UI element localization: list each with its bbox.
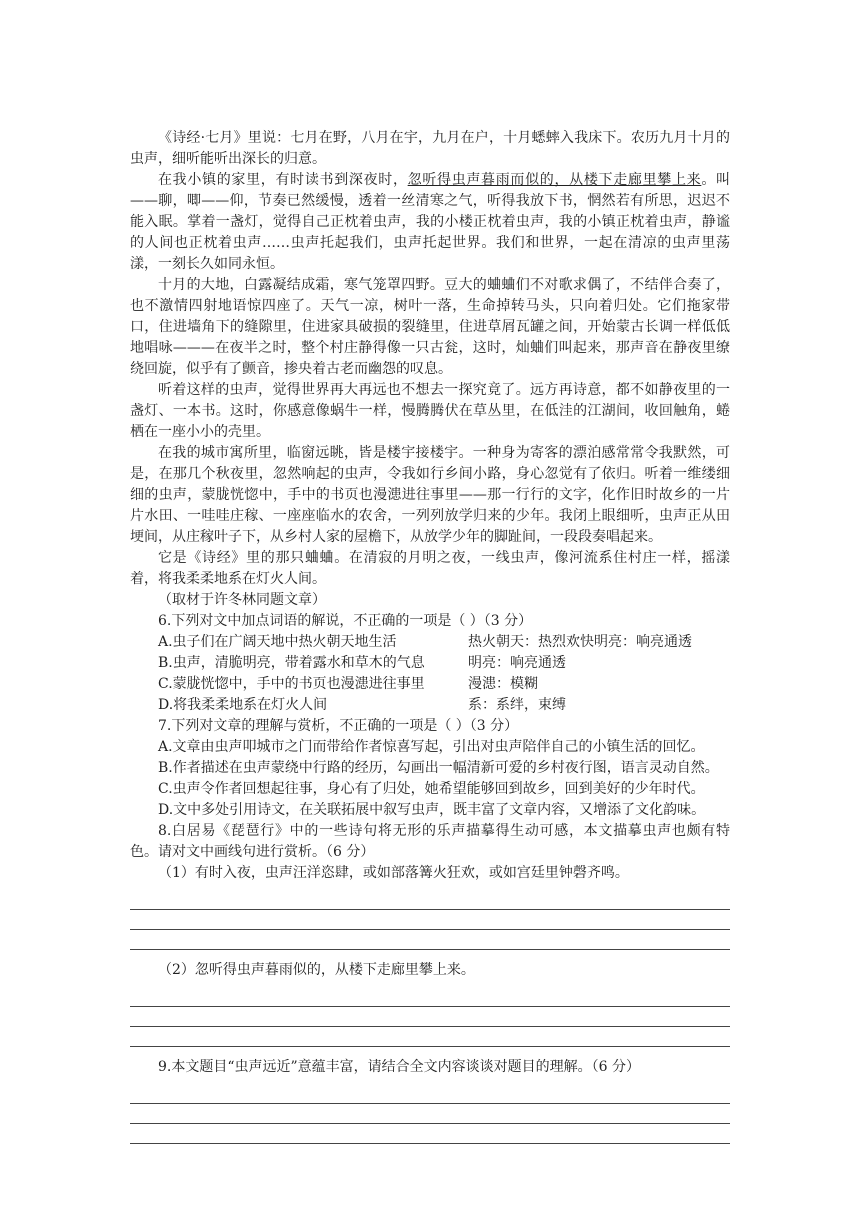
passage-paragraph-2 [130,170,730,275]
passage-paragraph-5: 在我的城市寓所里，临窗远眺，皆是楼宇接楼宇。一种身为寄客的漂泊感常常令我默然，可是，在那几个秋夜里，忽然响起的虫声，令我如行乡间小路，身心忽觉有了依归。听着一维缕细细的虫声，蒙胧恍惚中，手中的书页也漫漶进往事里——那一行行的文字，化作旧时故乡的一片片水田、一哇哇庄稼、一座座临水的农舍，一列列放学归来的少年。我闭上眼细听，虫声正从田埂间，从庄稼叶子下，从乡村人家的屋檐下，从放学少年的脚趾间，一段段奏唱起来。 [130,445,730,545]
q8-sentence-1: （1）有时入夜，虫声汪洋恣肆，或如部落篝火狂欢，或如宫廷里钟磬齐鸣。 [158,865,629,881]
answer-line [130,1084,730,1104]
q9-answer-area[interactable] [130,1084,730,1144]
passage-paragraph-3: 十月的大地，白露凝结成霜，寒气笼罩四野。豆大的蛐蛐们不对歌求偶了，不结伴合奏了，也不激情四射地语惊四座了。天气一凉，树叶一落，生命掉转马头，只向着归处。它们拖家带口，住进墙角下的缝隙里，住进家具破损的裂缝里，住进草屑瓦罐之间，开始蒙古长调一样低低地唱咏———在夜半之时，整个村庄静得像一只古瓮，这时，灿蛐们叫起来，那声音在静夜里缭绕回旋，似乎有了颤音，掺央着古老而幽怨的叹息。 [130,277,730,377]
q6-option-b-text: B.虫声，清脆明亮，带着露水和草木的气息 [158,655,425,671]
answer-line [130,910,730,930]
passage-paragraph-4: 听着这样的虫声，觉得世界再大再远也不想去一探究竟了。远方再诗意，都不如静夜里的一盏灯、一本书。这时，你感意像蜗牛一样，慢腾腾伏在草丛里，在低洼的江湖间，收回触角，蜷栖在一座小小的壳里。 [130,382,730,440]
p2-rest: 。叫——聊，唧——仰，节奏已然缓慢，透着一丝清寒之气，听得我放下书，惘然若有所思，迟迟不能入眠。掌着一盏灯，觉得自己正枕着虫声，我的小楼正枕着虫声，我的小镇正枕着虫声，静谧的人间也正枕着虫声……虫声托起我们，虫声托起世界。我们和世界，一起在清凉的虫声里荡漾，一刻长久如同永恒。 [130,172,731,272]
q8-2-answer-area[interactable] [130,987,730,1047]
answer-line [130,890,730,910]
passage-source: （取材于许冬林同题文章） [158,592,326,608]
q6-option-b [158,653,730,674]
passage-paragraph-1: 《诗经·七月》里说：七月在野，八月在宇，九月在户，十月蟋蟀入我床下。农历九月十月的虫声，细听能听出深长的归意。 [130,130,730,167]
q7-option-c: C.虫声令作者回想起往事，身心有了归处，她希望能够回到故乡，回到美好的少年时代。 [158,781,705,797]
answer-line [130,930,730,950]
q7-option-a: A.文章由虫声叩城市之门而带给作者惊喜写起，引出对虫声陪伴自己的小镇生活的回忆。 [158,739,705,755]
q6-option-b-gloss: 明亮：响亮通透 [468,655,566,671]
q8-1-answer-area[interactable] [130,890,730,950]
q8-sentence-2: （2）忽听得虫声暮雨似的，从楼下走廊里攀上来。 [158,962,475,978]
answer-line [130,1007,730,1027]
q7-option-b: B.作者描述在虫声蒙绕中行路的经历，勾画出一幅清新可爱的乡村夜行图，语言灵动自然。 [158,760,719,776]
answer-line [130,987,730,1007]
q6-option-d [158,695,730,716]
question-9-stem: 9.本文题目“虫声远近”意蕴丰富，请结合全文内容谈谈对题目的理解。（6 分） [158,1059,641,1075]
question-7-stem: 7.下列对文章的理解与赏析，不正确的一项是（ ）（3 分） [158,718,519,734]
question-6-stem: 6.下列对文中加点词语的解说，不正确的一项是（ ）（3 分） [158,613,533,629]
underlined-sentence: 忽听得虫声暮雨而似的，从楼下走廊里攀上来 [407,172,702,188]
q7-option-d: D.文中多处引用诗文，在关联拓展中叙写虫声，既丰富了文章内容，又增添了文化韵味。 [158,802,706,818]
q6-option-a [158,632,730,653]
q6-option-a-gloss: 热火朝天：热烈欢快明亮：响亮通透 [468,634,692,650]
passage-paragraph-6: 它是《诗经》里的那只蛐蛐。在清寂的月明之夜，一线虫声，像河流系住村庄一样，摇漾着，将我柔柔地系在灯火人间。 [130,550,730,587]
q6-option-d-gloss: 系：系绊，束缚 [468,697,566,713]
answer-line [130,1124,730,1144]
answer-line [130,1027,730,1047]
q6-option-c [158,674,730,695]
q6-option-a-text: A.虫子们在广阔天地中热火朝天地生活 [158,634,397,650]
question-8-stem: 8.白居易《琵琶行》中的一些诗句将无形的乐声描摹得生动可感，本文描摹虫声也颇有特色。请对文中画线句进行赏析。（6 分） [130,823,730,860]
answer-line [130,1104,730,1124]
q6-option-c-gloss: 漫漶：模糊 [468,676,538,692]
document-page [130,128,730,1144]
q6-option-d-text: D.将我柔柔地系在灯火人间 [158,697,328,713]
p2-lead: 在我小镇的家里，有时读书到深夜时， [158,172,408,188]
q6-option-c-text: C.蒙胧恍惚中，手中的书页也漫漶进往事里 [158,676,425,692]
